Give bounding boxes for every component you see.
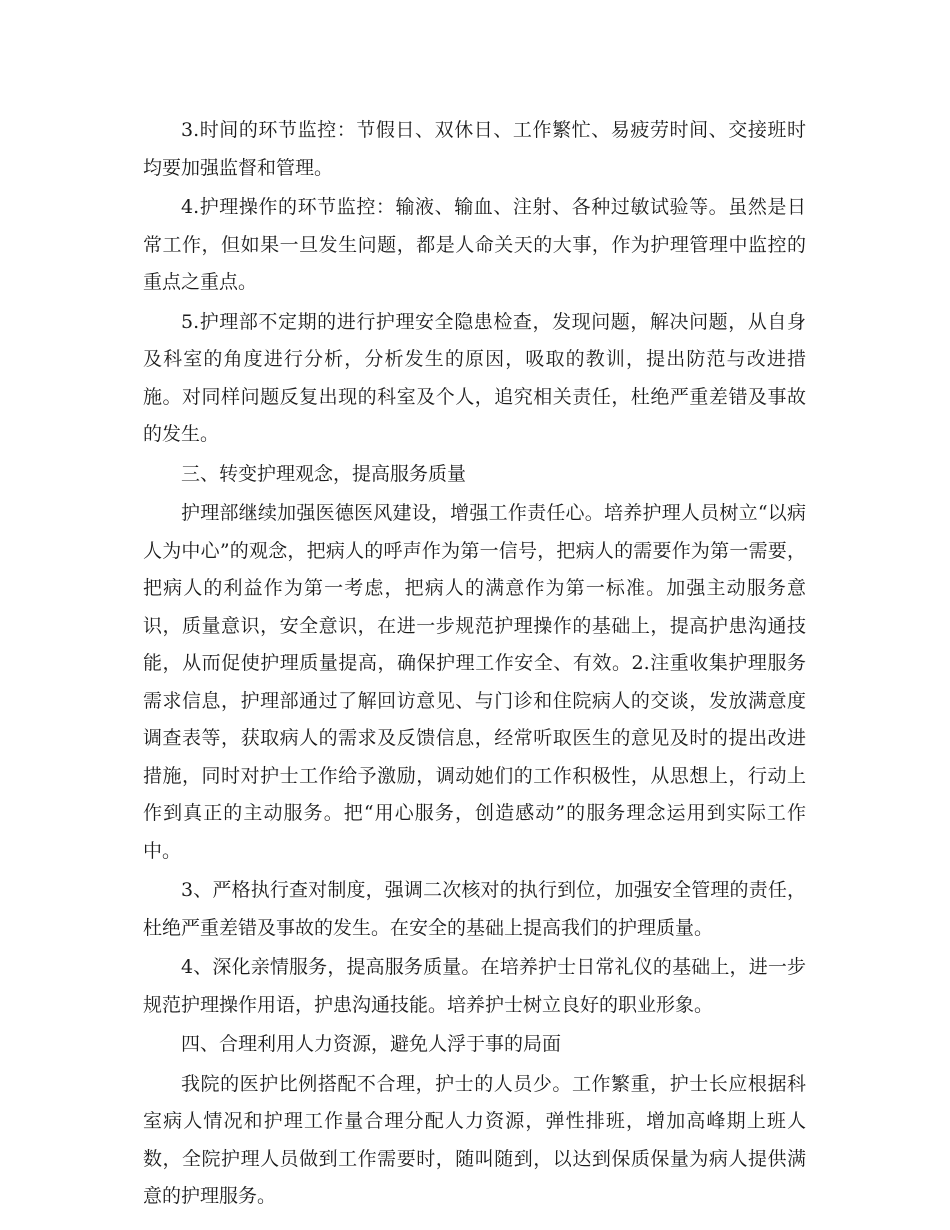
section-heading-3: 三、转变护理观念，提高服务质量	[181, 462, 467, 485]
paragraph-safety-inspection: 5.护理部不定期的进行护理安全隐患检查，发现问题，解决问题，从自身及科室的角度进行分析，分析发生的原因，吸取的教训，提出防范与改进措施。对同样问题反复出现的科室及个人，追究相关责任，杜绝严重差错及事故的发生。	[143, 310, 806, 445]
document-body	[143, 112, 806, 1218]
paragraph-operation-monitoring: 4.护理操作的环节监控：输液、输血、注射、各种过敏试验等。虽然是日常工作，但如果一旦发生问题，都是人命关天的大事，作为护理管理中监控的重点之重点。	[143, 196, 806, 293]
paragraph-time-monitoring: 3.时间的环节监控：节假日、双休日、工作繁忙、易疲劳时间、交接班时均要加强监督和管理。	[143, 119, 806, 179]
paragraph-service-concept: 护理部继续加强医德医风建设，增强工作责任心。培养护理人员树立“以病人为中心”的观念，把病人的呼声作为第一信号，把病人的需要作为第一需要，把病人的利益作为第一考虑，把病人的满意作为第一标准。加强主动服务意识，质量意识，安全意识，在进一步规范护理操作的基础上，提高护患沟通技能，从而促使护理质量提高，确保护理工作安全、有效。2.注重收集护理服务需求信息，护理部通过了解回访意见、与门诊和住院病人的交谈，发放满意度调查表等，获取病人的需求及反馈信息，经常听取医生的意见及时的提出改进措施，同时对护士工作给予激励，调动她们的工作积极性，从思想上，行动上作到真正的主动服务。把“用心服务，创造感动”的服务理念运用到实际工作中。	[143, 502, 806, 862]
paragraph-check-system: 3、严格执行查对制度，强调二次核对的执行到位，加强安全管理的责任，杜绝严重差错及事故的发生。在安全的基础上提高我们的护理质量。	[143, 879, 806, 939]
section-heading-4: 四、合理利用人力资源，避免人浮于事的局面	[181, 1033, 562, 1055]
paragraph-family-service: 4、深化亲情服务，提高服务质量。在培养护士日常礼仪的基础上，进一步规范护理操作用语，护患沟通技能。培养护士树立良好的职业形象。	[143, 956, 806, 1016]
paragraph-staffing: 我院的医护比例搭配不合理，护士的人员少。工作繁重，护士长应根据科室病人情况和护理工作量合理分配人力资源，弹性排班，增加高峰期上班人数，全院护理人员做到工作需要时，随叫随到，以达到保质保量为病人提供满意的护理服务。	[143, 1072, 806, 1207]
